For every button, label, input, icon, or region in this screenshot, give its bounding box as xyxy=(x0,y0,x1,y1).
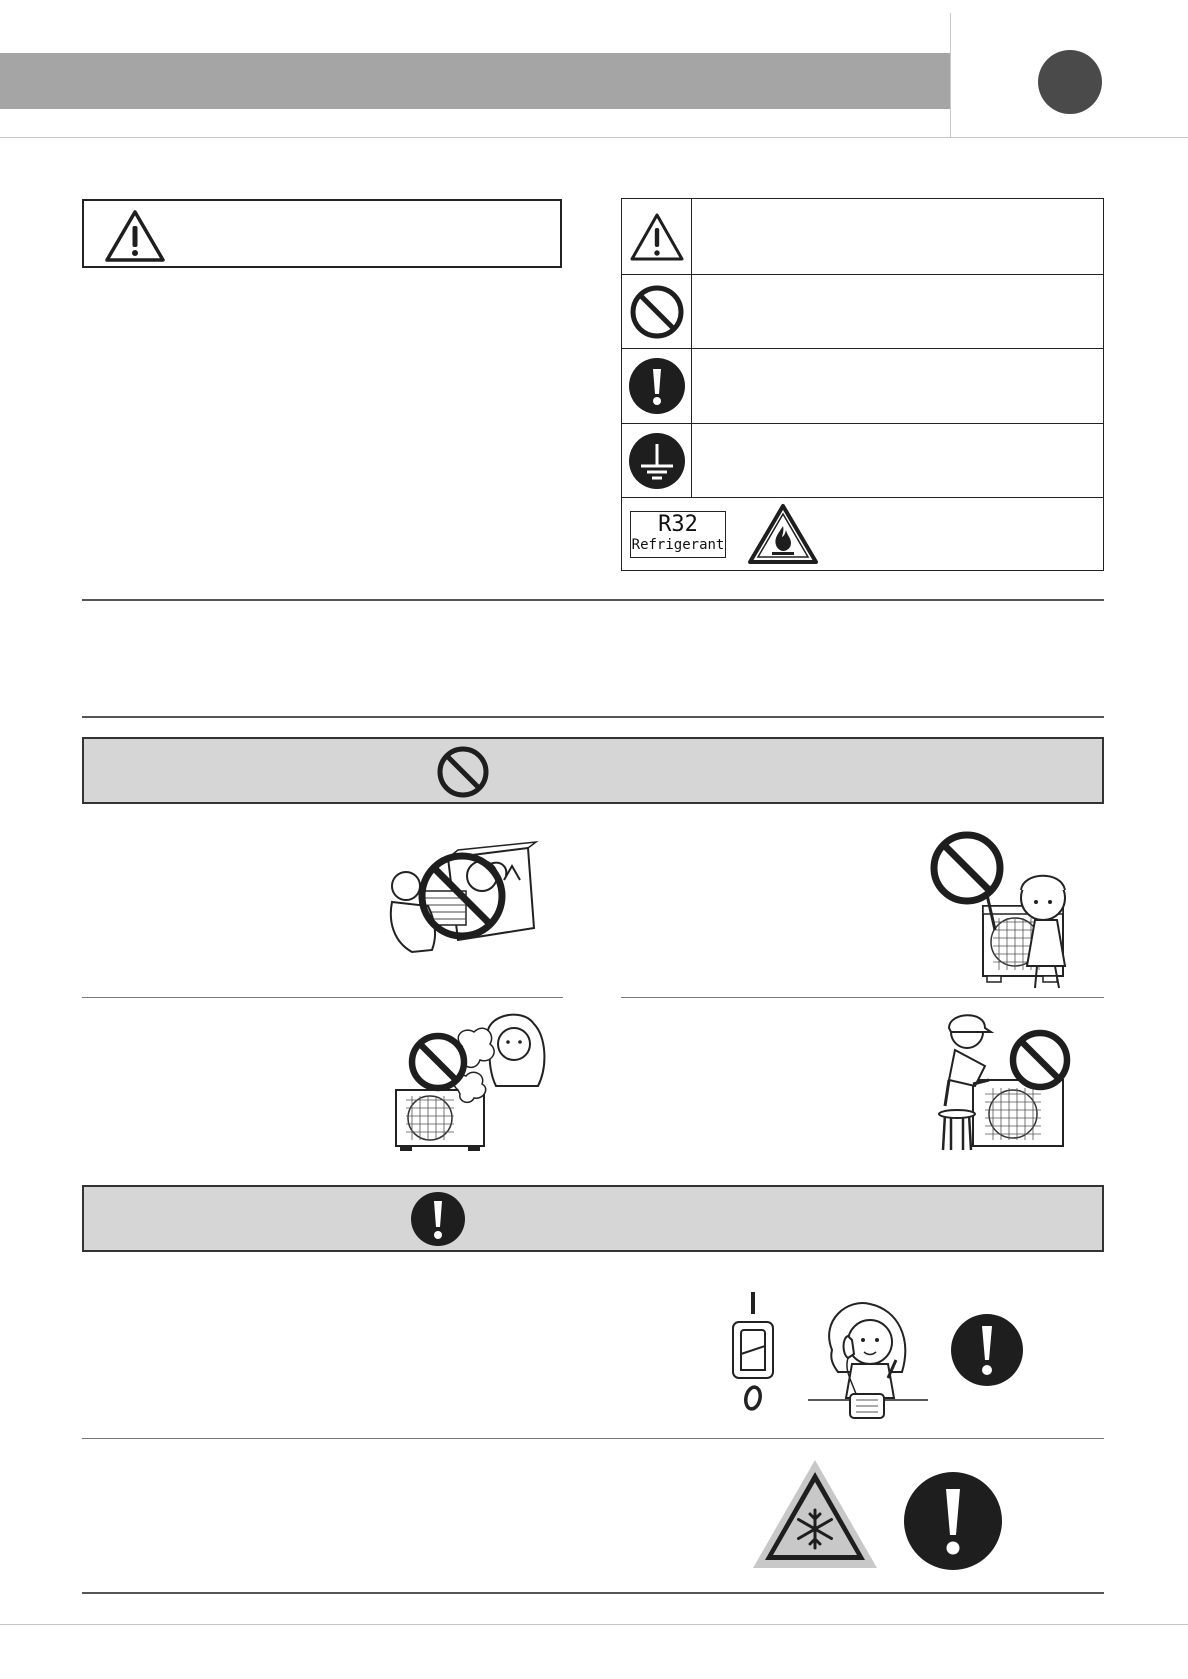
mandatory-exclamation-icon xyxy=(410,1191,466,1247)
refrigerant-word: Refrigerant xyxy=(631,537,725,553)
page-number-badge xyxy=(1038,50,1102,114)
row-divider xyxy=(82,997,563,998)
section-divider xyxy=(82,599,1104,601)
header-divider xyxy=(950,13,951,137)
header-bar xyxy=(0,53,951,109)
power-switch-illustration xyxy=(727,1288,779,1412)
refrigerant-code: R32 xyxy=(658,512,698,537)
row-divider xyxy=(82,1438,1104,1439)
warning-heading-box xyxy=(82,199,562,268)
warning-triangle-icon xyxy=(104,209,166,263)
legend-row-mandatory xyxy=(622,349,1103,424)
prohibited-section-banner xyxy=(82,737,1104,804)
legend-row-refrigerant xyxy=(622,498,1103,570)
mandatory-exclamation-icon xyxy=(903,1471,1003,1571)
prohibited-icon xyxy=(436,745,490,799)
section-divider xyxy=(82,716,1104,718)
call-service-illustration xyxy=(808,1298,928,1424)
row-divider xyxy=(621,997,1104,998)
mandatory-exclamation-icon xyxy=(950,1313,1024,1387)
section-divider xyxy=(82,1592,1104,1594)
no-water-spray-illustration xyxy=(392,1006,552,1154)
legend-row-prohibited xyxy=(622,275,1103,349)
legend-row-warning xyxy=(622,199,1103,275)
frost-warning-icon xyxy=(751,1458,879,1572)
legend-row-grounding xyxy=(622,424,1103,498)
no-lifting-unit-illustration xyxy=(388,836,540,958)
symbol-legend-table xyxy=(621,198,1104,571)
flammable-warning-icon xyxy=(746,502,820,566)
r32-refrigerant-label xyxy=(630,511,726,558)
footer-rule xyxy=(0,1624,1188,1625)
header-rule xyxy=(0,137,1188,138)
prohibited-icon xyxy=(629,284,685,340)
warning-triangle-icon xyxy=(629,212,685,262)
earth-ground-icon xyxy=(628,432,686,490)
mandatory-section-banner xyxy=(82,1185,1104,1252)
mandatory-exclamation-icon xyxy=(628,357,686,415)
no-inserting-objects-illustration xyxy=(925,826,1075,992)
no-climbing-illustration xyxy=(925,1010,1075,1154)
